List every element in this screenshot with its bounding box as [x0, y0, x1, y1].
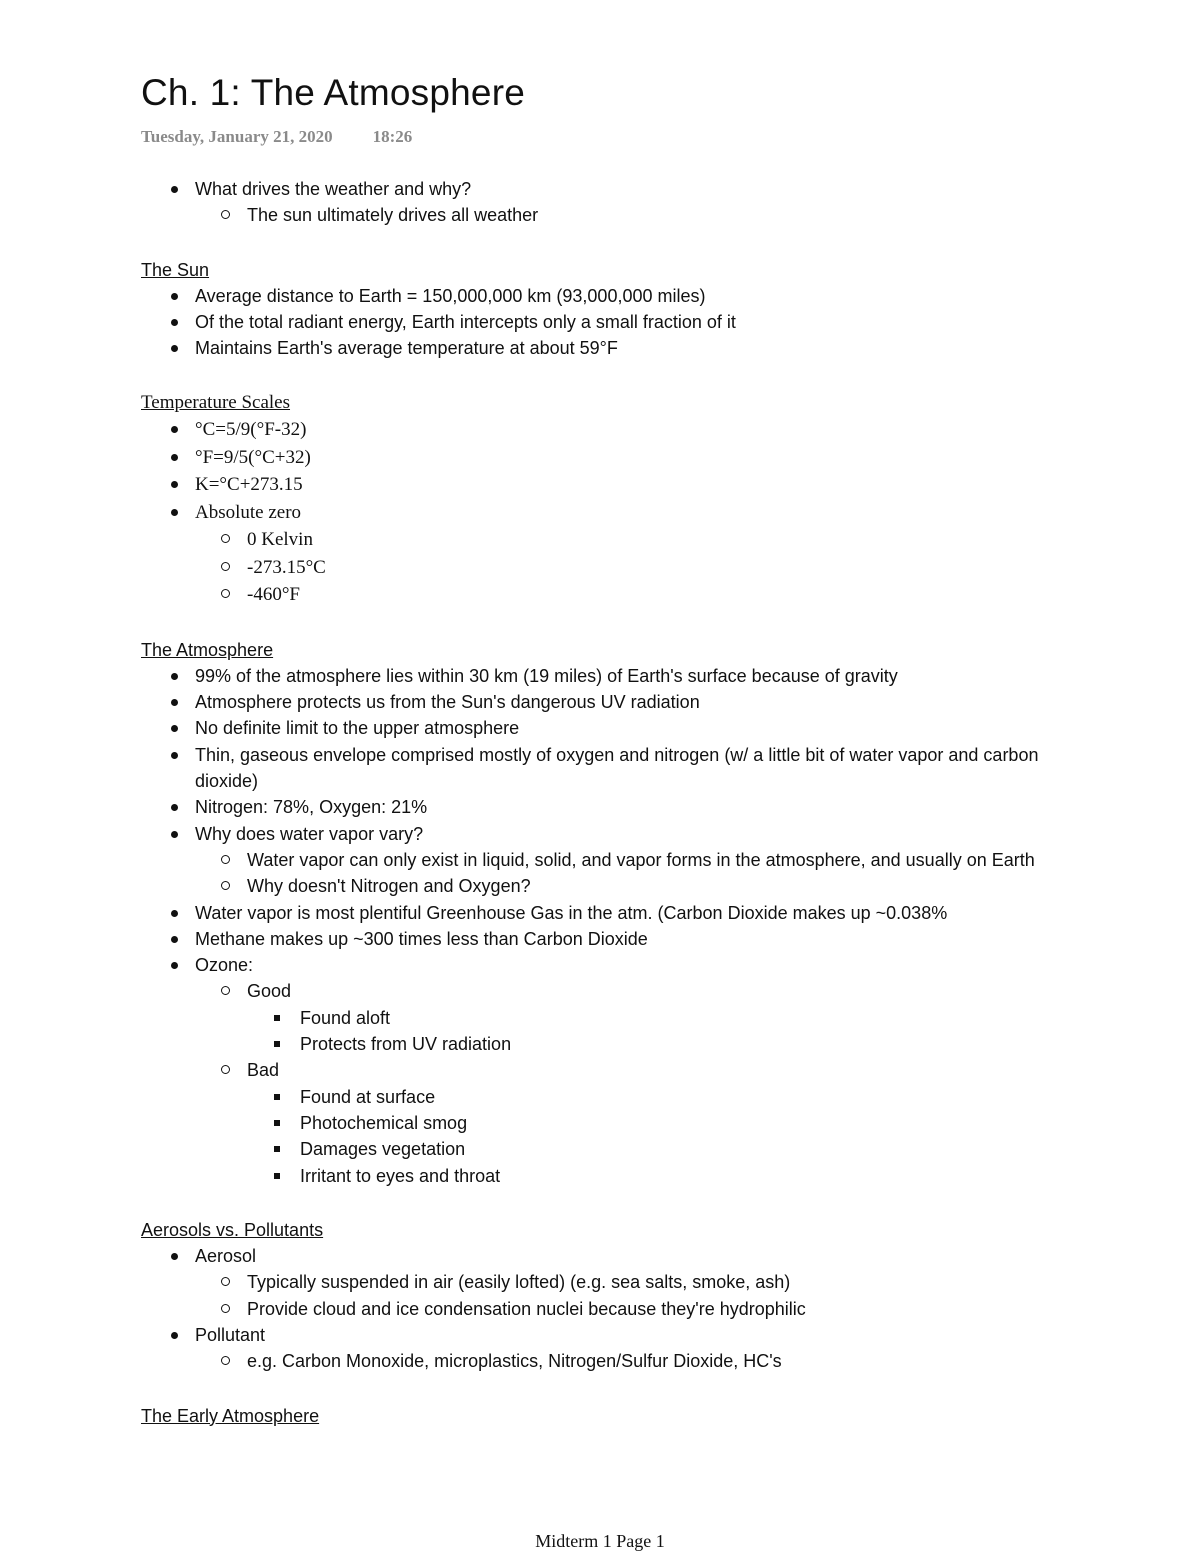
page-title: Ch. 1: The Atmosphere	[141, 72, 526, 113]
atmosphere-list	[141, 663, 1051, 1189]
bullet-item-level-1: Maintains Earth's average temperature at about 59°F	[141, 335, 1051, 361]
bullet-item-level-1: What drives the weather and why?	[141, 176, 1051, 202]
bullet-item-level-1: Thin, gaseous envelope comprised mostly of oxygen and nitrogen (w/ a little bit of water vapor and carbon dioxide)	[141, 742, 1051, 795]
bullet-item-level-3: Irritant to eyes and throat	[141, 1163, 1051, 1189]
bullet-item-level-3: Protects from UV radiation	[141, 1031, 1051, 1057]
bullet-item-level-2: e.g. Carbon Monoxide, microplastics, Nitrogen/Sulfur Dioxide, HC's	[141, 1348, 1051, 1374]
section-heading-temperature: Temperature Scales	[141, 391, 291, 413]
early-atmosphere-section	[141, 1403, 1051, 1429]
bullet-item-level-2: 0 Kelvin	[141, 526, 1051, 554]
bullet-item-level-3: Found at surface	[141, 1084, 1051, 1110]
bullet-item-level-1: Pollutant	[141, 1322, 1051, 1348]
bullet-item-level-1: Absolute zero	[141, 499, 1051, 527]
bullet-item-level-2: Water vapor can only exist in liquid, solid, and vapor forms in the atmosphere, and usually on Earth	[141, 847, 1051, 873]
bullet-item-level-2: Bad	[141, 1057, 1051, 1083]
bullet-item-level-1: K=°C+273.15	[141, 471, 1051, 499]
bullet-item-level-1: No definite limit to the upper atmosphere	[141, 715, 1051, 741]
bullet-item-level-1: 99% of the atmosphere lies within 30 km (19 miles) of Earth's surface because of gravity	[141, 663, 1051, 689]
section-heading-atmosphere: The Atmosphere	[141, 639, 274, 660]
bullet-item-level-2: Typically suspended in air (easily lofted) (e.g. sea salts, smoke, ash)	[141, 1269, 1051, 1295]
bullet-item-level-2: -460°F	[141, 581, 1051, 609]
bullet-item-level-2: Provide cloud and ice condensation nuclei because they're hydrophilic	[141, 1296, 1051, 1322]
bullet-item-level-1: Atmosphere protects us from the Sun's dangerous UV radiation	[141, 689, 1051, 715]
note-body	[141, 176, 1051, 1429]
temperature-list	[141, 416, 1051, 609]
bullet-item-level-2: Good	[141, 978, 1051, 1004]
bullet-item-level-1: Ozone:	[141, 952, 1051, 978]
bullet-item-level-2: Why doesn't Nitrogen and Oxygen?	[141, 873, 1051, 899]
bullet-item-level-3: Photochemical smog	[141, 1110, 1051, 1136]
bullet-item-level-1: Water vapor is most plentiful Greenhouse Gas in the atm. (Carbon Dioxide makes up ~0.038%	[141, 900, 1051, 926]
bullet-item-level-2: -273.15°C	[141, 554, 1051, 582]
bullet-item-level-3: Found aloft	[141, 1005, 1051, 1031]
temperature-section	[141, 390, 1051, 609]
bullet-item-level-1: Why does water vapor vary?	[141, 821, 1051, 847]
note-date: Tuesday, January 21, 2020	[141, 127, 333, 146]
sun-section	[141, 257, 1051, 362]
intro-section	[141, 176, 1051, 229]
bullet-item-level-1: Methane makes up ~300 times less than Carbon Dioxide	[141, 926, 1051, 952]
bullet-item-level-1: °C=5/9(°F-32)	[141, 416, 1051, 444]
bullet-item-level-2: The sun ultimately drives all weather	[141, 202, 1051, 228]
bullet-item-level-1: Nitrogen: 78%, Oxygen: 21%	[141, 794, 1051, 820]
intro-list	[141, 176, 1051, 229]
page-footer: Midterm 1 Page 1	[535, 1531, 665, 1551]
section-heading-sun: The Sun	[141, 259, 210, 280]
sun-list	[141, 283, 1051, 362]
bullet-item-level-1: Of the total radiant energy, Earth intercepts only a small fraction of it	[141, 309, 1051, 335]
section-heading-aerosols: Aerosols vs. Pollutants	[141, 1219, 324, 1240]
bullet-item-level-1: Aerosol	[141, 1243, 1051, 1269]
bullet-item-level-1: °F=9/5(°C+32)	[141, 444, 1051, 472]
atmosphere-section	[141, 637, 1051, 1189]
note-timestamp	[141, 127, 412, 147]
section-heading-early-atmosphere: The Early Atmosphere	[141, 1405, 320, 1426]
aerosols-list	[141, 1243, 1051, 1374]
bullet-item-level-3: Damages vegetation	[141, 1136, 1051, 1162]
aerosols-section	[141, 1217, 1051, 1375]
note-time: 18:26	[372, 127, 413, 146]
bullet-item-level-1: Average distance to Earth = 150,000,000 km (93,000,000 miles)	[141, 283, 1051, 309]
